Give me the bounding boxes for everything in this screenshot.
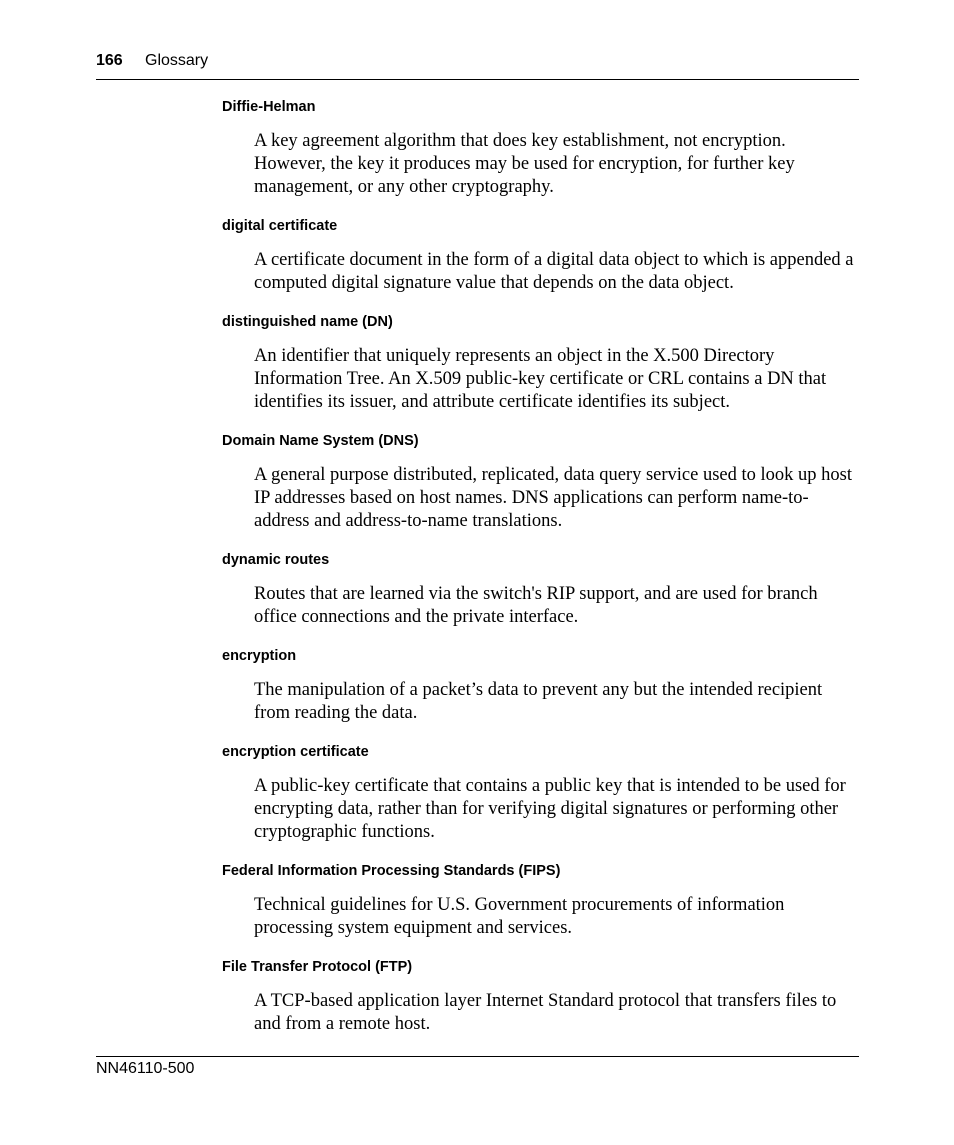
page-number: 166 (96, 52, 123, 69)
glossary-term: dynamic routes (222, 552, 330, 568)
glossary-definition: A general purpose distributed, replicated, data query service used to look up host IP addresses based on host names. DNS applications can perform name-to-address and address-to-name translations. (254, 465, 852, 531)
glossary-definition: An identifier that uniquely represents an object in the X.500 Directory Information Tree. An X.509 public-key certificate or CRL contains a DN that identifies its issuer, and attribute certificate identifies its subject. (254, 346, 827, 412)
glossary-entry (222, 98, 862, 199)
footer-divider (96, 1056, 859, 1057)
document-number: NN46110-500 (96, 1060, 195, 1077)
glossary-entry (222, 217, 862, 295)
glossary-entry (222, 743, 862, 844)
glossary-definition: A certificate document in the form of a digital data object to which is appended a computed digital signature value that depends on the data object. (254, 250, 854, 293)
section-title: Glossary (145, 52, 209, 69)
glossary-term: Federal Information Processing Standards (FIPS) (222, 863, 561, 879)
glossary-term: Diffie-Helman (222, 99, 316, 115)
glossary-definition: A public-key certificate that contains a public key that is intended to be used for encrypting data, rather than for verifying digital signatures or performing other cryptographic functions. (254, 776, 846, 842)
page-header (96, 50, 859, 80)
glossary-term: digital certificate (222, 218, 338, 234)
glossary-entry (222, 313, 862, 414)
glossary-term: Domain Name System (DNS) (222, 433, 419, 449)
glossary-definition: Routes that are learned via the switch's RIP support, and are used for branch office connections and the private interface. (254, 584, 818, 627)
glossary-definition: A TCP-based application layer Internet Standard protocol that transfers files to and from a remote host. (254, 991, 837, 1034)
glossary-entry (222, 432, 862, 533)
glossary-term: File Transfer Protocol (FTP) (222, 959, 413, 975)
glossary-definition: A key agreement algorithm that does key establishment, not encryption. However, the key it produces may be used for encryption, for further key management, or any other cryptography. (254, 131, 795, 197)
glossary-term: encryption certificate (222, 744, 369, 760)
glossary-term: encryption (222, 648, 297, 664)
glossary-entry (222, 862, 862, 940)
glossary-entry (222, 647, 862, 725)
glossary-entry (222, 551, 862, 629)
glossary-term: distinguished name (DN) (222, 314, 393, 330)
glossary-definition: Technical guidelines for U.S. Government procurements of information processing system equipment and services. (254, 895, 785, 938)
glossary-entries (222, 98, 862, 1036)
glossary-entry (222, 958, 862, 1036)
glossary-definition: The manipulation of a packet’s data to prevent any but the intended recipient from reading the data. (254, 680, 823, 723)
